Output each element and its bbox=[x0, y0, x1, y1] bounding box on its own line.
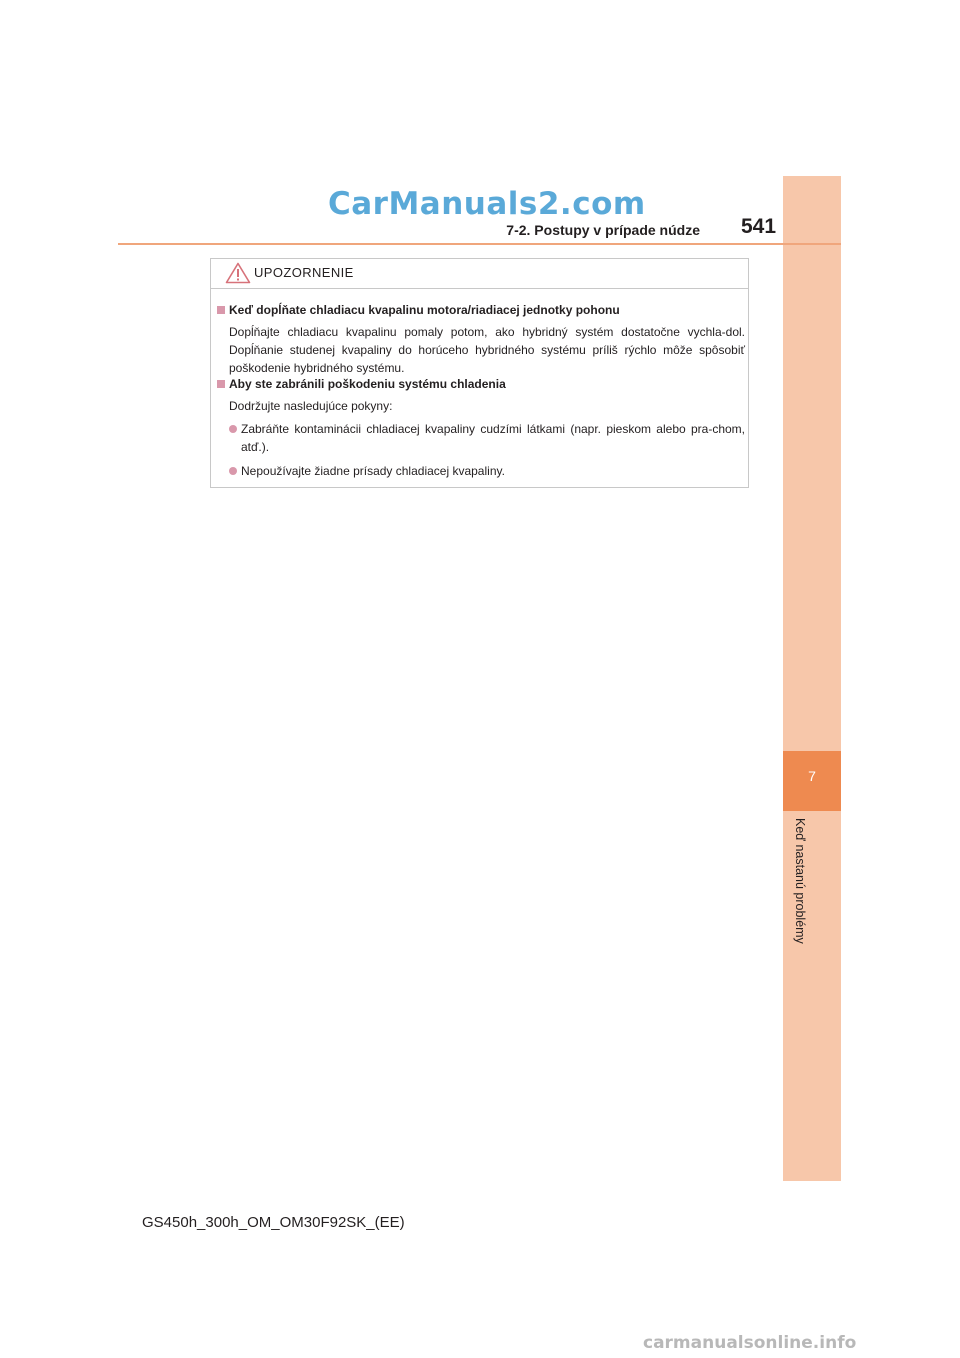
square-bullet-icon bbox=[217, 306, 225, 314]
caution-item-heading: Aby ste zabránili poškodeniu systému chladenia bbox=[217, 376, 745, 392]
caution-item-body: Dodržujte nasledujúce pokyny: bbox=[229, 399, 393, 413]
chapter-number: 7 bbox=[808, 768, 816, 784]
caution-box bbox=[210, 258, 749, 488]
square-bullet-icon bbox=[217, 380, 225, 388]
watermark-footer: carmanualsonline.info bbox=[643, 1333, 857, 1353]
page-number: 541 bbox=[741, 215, 777, 238]
caution-header bbox=[211, 259, 748, 289]
caution-title: UPOZORNENIE bbox=[254, 265, 354, 280]
section-title: 7-2. Postupy v prípade núdze bbox=[506, 222, 700, 238]
list-item: Nepoužívajte žiadne prísady chladiacej kvapaliny. bbox=[217, 462, 745, 480]
caution-item-body: Dopĺňajte chladiacu kvapalinu pomaly potom, ako hybridný systém dostatočne vychla-dol. Dopĺňanie studenej kvapaliny do horúceho hybridného systému príliš rýchlo môže spôsobiť poškodenie hybridného systému. bbox=[229, 325, 745, 375]
warning-triangle-icon bbox=[225, 262, 251, 284]
round-bullet-icon bbox=[229, 467, 237, 475]
caution-item bbox=[217, 376, 745, 480]
caution-item bbox=[217, 302, 745, 377]
round-bullet-icon bbox=[229, 425, 237, 433]
document-code: GS450h_300h_OM_OM30F92SK_(EE) bbox=[142, 1214, 405, 1231]
chapter-side-tab bbox=[783, 176, 841, 1181]
chapter-title: Keď nastanú problémy bbox=[793, 818, 807, 944]
list-item: Zabráňte kontaminácii chladiacej kvapaliny cudzími látkami (napr. pieskom alebo pra-chom, atď.). bbox=[217, 420, 745, 456]
watermark-logo: CarManuals2.com bbox=[328, 186, 646, 222]
header-divider bbox=[118, 243, 841, 245]
caution-item-heading: Keď dopĺňate chladiacu kvapalinu motora/riadiacej jednotky pohonu bbox=[217, 302, 745, 318]
